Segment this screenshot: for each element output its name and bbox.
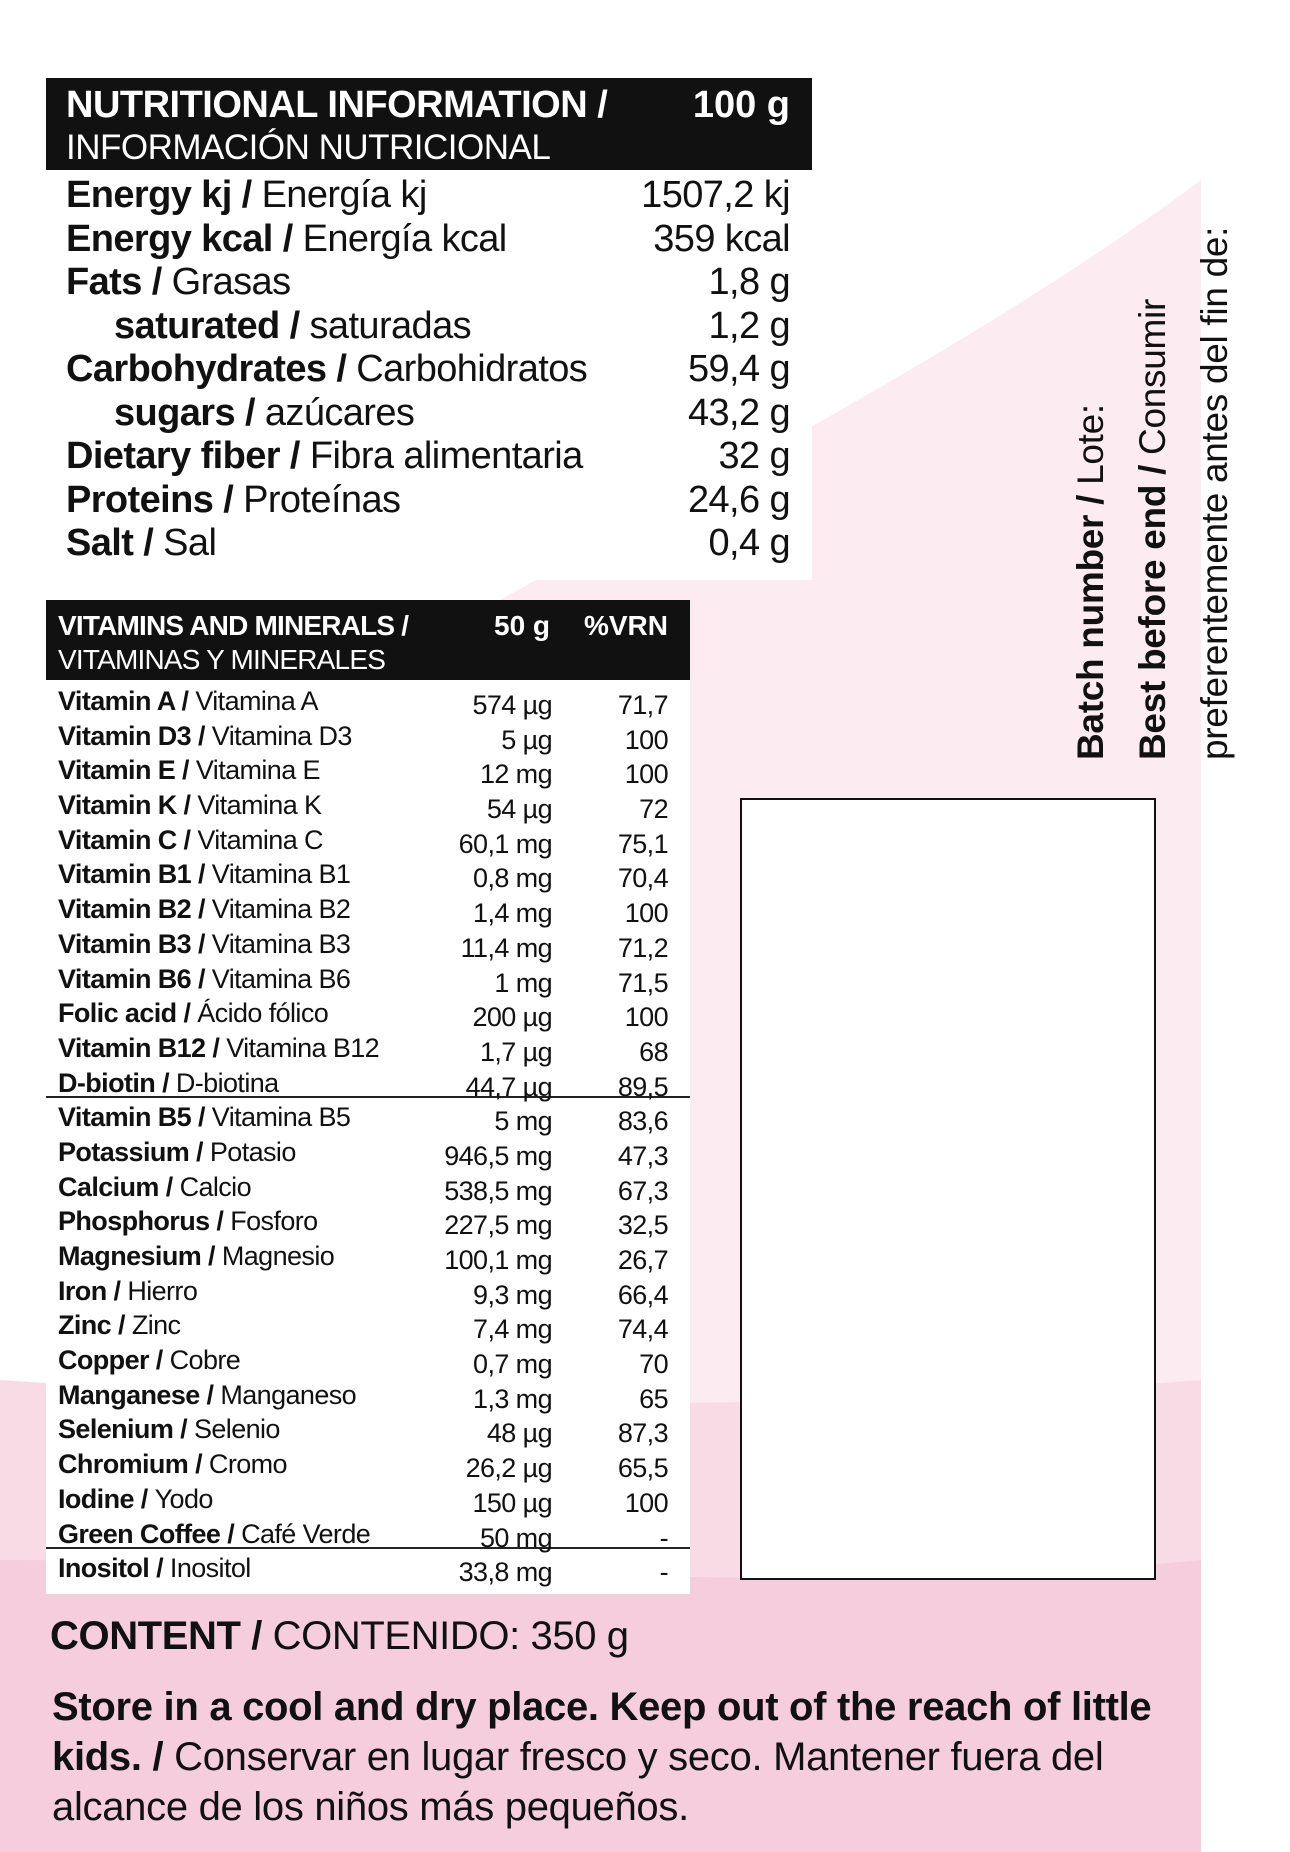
vitamin-row bbox=[46, 1170, 690, 1205]
vitamin-label-en: Vitamin A bbox=[58, 686, 175, 716]
nutrition-label-en: saturated bbox=[114, 304, 280, 347]
nutrition-label-es: Energía kj bbox=[261, 174, 427, 216]
vitamin-label-en: Vitamin K bbox=[58, 790, 177, 821]
nutrition-table bbox=[46, 78, 812, 580]
vitamin-label-en: Vitamin E bbox=[58, 755, 176, 786]
slash-separator: / bbox=[279, 435, 310, 477]
slash-separator: / bbox=[176, 998, 198, 1029]
slash-separator: / bbox=[111, 1310, 132, 1341]
batch-info-text bbox=[1060, 100, 1290, 760]
vitamin-vrn: 67,3 bbox=[617, 1175, 668, 1206]
nutrition-label-es: Proteínas bbox=[243, 478, 401, 521]
vitamin-vrn: 70 bbox=[639, 1349, 668, 1380]
nutrition-value: 43,2 g bbox=[687, 391, 790, 434]
vitamin-row bbox=[46, 823, 690, 858]
vitamin-row bbox=[46, 788, 690, 823]
batch-label-es: Lote: bbox=[1070, 404, 1111, 485]
slash-separator: / bbox=[176, 790, 198, 821]
vitamin-amount: 7,4 mg bbox=[473, 1314, 552, 1345]
nutrition-label-es: saturadas bbox=[309, 304, 472, 347]
vitamin-row bbox=[46, 1447, 690, 1482]
storage-es: Conservar en lugar fresco y seco. Mantener fuera del alcance de los niños más pequeños. bbox=[52, 1735, 1104, 1829]
storage-instructions bbox=[52, 1682, 1162, 1832]
vitamin-label-en: Potassium bbox=[58, 1136, 190, 1167]
vitamin-amount: 1 mg bbox=[494, 967, 552, 998]
slash-separator: / bbox=[209, 1206, 231, 1237]
nutrition-label-en: sugars bbox=[114, 391, 236, 434]
slash-separator: / bbox=[201, 1241, 222, 1271]
vitamin-label-en: Green Coffee bbox=[58, 1518, 221, 1549]
nutrition-label-en: Energy kj bbox=[66, 174, 232, 216]
vitamin-row bbox=[46, 753, 690, 788]
vitamin-row-label bbox=[58, 1414, 280, 1445]
batch-stamp-box bbox=[740, 798, 1156, 1580]
nutrition-unit: 100 g bbox=[692, 84, 790, 126]
vitamin-label-en: D-biotin bbox=[58, 1067, 156, 1098]
vitamin-label-es: Calcio bbox=[179, 1171, 251, 1202]
vitamin-row bbox=[46, 1378, 690, 1413]
vitamin-amount: 0,8 mg bbox=[473, 863, 552, 894]
best-before-line bbox=[1122, 100, 1184, 760]
vitamin-vrn: 65,5 bbox=[617, 1453, 668, 1484]
vitamin-row bbox=[46, 1517, 690, 1552]
nutrition-label-en: Energy kcal bbox=[66, 217, 273, 260]
nutrition-header bbox=[46, 78, 812, 170]
vitamin-vrn: 100 bbox=[624, 724, 668, 755]
vitamin-amount: 227,5 mg bbox=[444, 1210, 552, 1241]
vitamin-vrn: - bbox=[659, 1522, 668, 1553]
vitamins-rows bbox=[46, 680, 690, 1594]
nutrition-row-label bbox=[66, 218, 507, 261]
vitamin-row bbox=[46, 927, 690, 962]
vitamin-label-en: Chromium bbox=[58, 1449, 189, 1480]
slash-separator: / bbox=[231, 174, 262, 216]
vitamins-table bbox=[46, 600, 690, 1594]
vitamin-row-label bbox=[58, 1068, 279, 1099]
vitamin-row bbox=[46, 1482, 690, 1517]
nutrition-row-label bbox=[66, 435, 583, 478]
slash-separator: / bbox=[175, 755, 196, 786]
vitamin-label-en: Vitamin B2 bbox=[58, 894, 192, 925]
vitamin-label-es: Magnesio bbox=[221, 1241, 335, 1271]
slash-separator: / bbox=[272, 217, 303, 260]
vitamin-vrn: 83,6 bbox=[617, 1106, 668, 1137]
vitamin-row-label bbox=[58, 1310, 180, 1341]
vitamin-label-es: Manganeso bbox=[220, 1379, 357, 1410]
vitamin-vrn: 100 bbox=[624, 898, 668, 929]
nutrition-row-label bbox=[66, 174, 427, 217]
vitamin-row bbox=[46, 1551, 690, 1586]
vitamin-label-en: Vitamin D3 bbox=[58, 720, 192, 751]
slash-separator: / bbox=[188, 1449, 209, 1480]
vitamin-label-es: Vitamina B12 bbox=[226, 1032, 380, 1063]
slash-separator: / bbox=[191, 1102, 212, 1133]
slash-separator: / bbox=[191, 894, 212, 925]
content-line bbox=[50, 1614, 629, 1659]
vitamin-vrn: - bbox=[659, 1557, 668, 1588]
vitamin-row-label bbox=[58, 894, 350, 925]
nutrition-label-es: azúcares bbox=[264, 391, 415, 434]
vitamin-amount: 48 µg bbox=[486, 1418, 552, 1449]
vitamin-row-label bbox=[58, 1137, 296, 1168]
vitamin-label-es: Vitamina B1 bbox=[211, 859, 351, 890]
slash-separator: / bbox=[235, 391, 265, 434]
nutrition-row bbox=[46, 479, 812, 523]
vitamin-vrn: 100 bbox=[624, 759, 668, 790]
vitamin-label-es: Cobre bbox=[169, 1345, 241, 1376]
nutrition-label-es: Energía kcal bbox=[302, 217, 507, 260]
vitamin-vrn: 71,7 bbox=[617, 690, 668, 720]
vitamin-label-en: Manganese bbox=[58, 1379, 200, 1410]
vitamin-row-label bbox=[58, 998, 328, 1029]
slash-separator: / bbox=[133, 522, 164, 564]
vitamin-row bbox=[46, 962, 690, 997]
nutrition-label-en: Proteins bbox=[66, 478, 214, 521]
vitamin-amount: 54 µg bbox=[486, 794, 552, 825]
nutrition-title-en: NUTRITIONAL INFORMATION / bbox=[66, 84, 608, 126]
vitamin-vrn: 32,5 bbox=[617, 1210, 668, 1241]
nutrition-row bbox=[46, 522, 812, 566]
nutrition-value: 0,4 g bbox=[708, 522, 790, 564]
best-before-label-es-2: preferentemente antes del fin de: bbox=[1194, 226, 1235, 760]
slash-separator: / bbox=[205, 1032, 227, 1063]
vitamin-label-es: Yodo bbox=[154, 1483, 213, 1514]
vitamin-amount: 26,2 µg bbox=[465, 1453, 552, 1484]
vitamin-vrn: 74,4 bbox=[617, 1314, 668, 1345]
slash-separator: / bbox=[189, 1136, 210, 1167]
slash-separator: / bbox=[279, 304, 310, 347]
best-before-label-es: Consumir bbox=[1132, 299, 1173, 455]
vitamin-label-es: Fosforo bbox=[230, 1206, 318, 1237]
vitamin-vrn: 75,1 bbox=[617, 828, 668, 859]
vitamin-row bbox=[46, 719, 690, 754]
vitamin-row-label bbox=[58, 964, 350, 995]
best-before-line-2 bbox=[1184, 100, 1246, 760]
nutrition-row-label bbox=[66, 522, 216, 565]
nutrition-rows bbox=[46, 170, 812, 580]
vitamin-label-en: Iodine bbox=[58, 1483, 134, 1514]
vitamin-row-label bbox=[58, 1241, 334, 1272]
vitamin-label-es: Zinc bbox=[131, 1310, 181, 1341]
vitamin-amount: 60,1 mg bbox=[458, 828, 552, 859]
vitamin-label-es: Hierro bbox=[127, 1275, 198, 1306]
vitamin-row bbox=[46, 1135, 690, 1170]
vitamin-row-label bbox=[58, 1033, 379, 1064]
vitamin-row-label bbox=[58, 1380, 356, 1411]
nutrition-label-en: Fats bbox=[66, 261, 142, 303]
vitamin-label-es: Vitamina B6 bbox=[211, 963, 351, 994]
vitamin-label-en: Copper bbox=[58, 1345, 149, 1376]
nutrition-value: 59,4 g bbox=[687, 348, 790, 390]
vitamin-amount: 946,5 mg bbox=[444, 1140, 552, 1171]
vitamin-row-label bbox=[58, 721, 352, 752]
vitamins-header bbox=[46, 600, 690, 680]
vitamin-row-label bbox=[58, 755, 320, 786]
vitamin-label-es: D-biotina bbox=[175, 1067, 279, 1098]
nutrition-label-en: Dietary fiber bbox=[66, 435, 280, 477]
vitamin-vrn: 26,7 bbox=[617, 1245, 668, 1275]
vitamin-amount: 11,4 mg bbox=[460, 932, 552, 963]
vitamin-vrn: 87,3 bbox=[617, 1418, 668, 1449]
slash-separator: / bbox=[149, 1553, 170, 1584]
vitamin-row-label bbox=[58, 859, 350, 890]
vitamin-vrn: 72 bbox=[639, 794, 668, 825]
vitamin-label-es: Vitamina B5 bbox=[211, 1102, 351, 1133]
nutrition-row bbox=[46, 392, 812, 436]
vitamin-amount: 0,7 mg bbox=[473, 1349, 552, 1380]
vitamin-vrn: 70,4 bbox=[617, 863, 668, 894]
nutrition-value: 24,6 g bbox=[687, 478, 790, 521]
vitamin-row-label bbox=[58, 1484, 213, 1515]
slash-separator: / bbox=[199, 1379, 221, 1410]
vitamin-label-en: Calcium bbox=[58, 1171, 159, 1202]
vitamin-label-es: Cromo bbox=[208, 1449, 287, 1480]
vitamin-label-es: Ácido fólico bbox=[197, 998, 329, 1029]
vitamin-label-en: Iron bbox=[58, 1275, 107, 1306]
vitamins-unit: 50 g bbox=[494, 610, 551, 641]
vitamin-vrn: 71,5 bbox=[617, 967, 668, 998]
nutrition-row-label bbox=[66, 348, 587, 391]
vitamin-row-label bbox=[58, 825, 323, 856]
nutrition-label-es: Fibra alimentaria bbox=[309, 435, 583, 477]
vitamin-label-es: Selenio bbox=[193, 1414, 280, 1445]
slash-separator: / bbox=[106, 1275, 128, 1306]
slash-separator: / bbox=[155, 1067, 176, 1098]
slash-separator: / bbox=[213, 478, 244, 521]
best-before-label-en: Best before end / bbox=[1132, 464, 1173, 760]
vitamin-amount: 44,7 µg bbox=[465, 1071, 552, 1102]
slash-separator: / bbox=[173, 1414, 194, 1445]
nutrition-label-en: Salt bbox=[66, 522, 134, 564]
vitamin-label-en: Vitamin B6 bbox=[58, 963, 192, 994]
vitamin-label-es: Inositol bbox=[169, 1553, 251, 1584]
vitamin-row bbox=[46, 1066, 690, 1101]
vitamin-label-en: Vitamin B1 bbox=[58, 859, 192, 890]
vitamin-row-label bbox=[58, 790, 321, 821]
nutrition-value: 359 kcal bbox=[653, 217, 790, 260]
slash-separator: / bbox=[326, 348, 357, 390]
nutrition-row bbox=[46, 174, 812, 218]
vitamin-label-en: Folic acid bbox=[58, 998, 177, 1029]
vitamin-amount: 1,4 mg bbox=[473, 898, 552, 929]
vitamins-title-es: VITAMINAS Y MINERALES bbox=[58, 644, 386, 675]
vitamin-vrn: 71,2 bbox=[617, 932, 668, 963]
vitamin-label-en: Zinc bbox=[58, 1310, 112, 1341]
slash-separator: / bbox=[220, 1518, 242, 1549]
vitamin-label-en: Magnesium bbox=[58, 1241, 202, 1271]
nutrition-value: 1,2 g bbox=[708, 304, 790, 347]
batch-label-en: Batch number / bbox=[1070, 494, 1111, 760]
slash-separator: / bbox=[174, 686, 196, 716]
nutrition-label-es: Carbohidratos bbox=[356, 348, 588, 390]
vitamin-row-label bbox=[58, 1102, 350, 1133]
vitamin-amount: 1,7 µg bbox=[479, 1036, 552, 1067]
nutrition-row-label bbox=[66, 261, 291, 304]
nutrition-value: 32 g bbox=[718, 435, 790, 477]
slash-separator: / bbox=[133, 1483, 155, 1514]
nutrition-row bbox=[46, 435, 812, 479]
vitamin-amount: 33,8 mg bbox=[458, 1557, 552, 1588]
slash-separator: / bbox=[191, 928, 212, 959]
nutrition-value: 1507,2 kj bbox=[641, 174, 790, 216]
vitamin-row bbox=[46, 1100, 690, 1135]
vitamin-label-es: Vitamina C bbox=[197, 824, 323, 855]
vitamin-amount: 538,5 mg bbox=[444, 1175, 552, 1206]
vitamin-vrn: 65 bbox=[639, 1383, 668, 1414]
vitamin-row-label bbox=[58, 1553, 251, 1584]
vitamin-label-es: Vitamina B2 bbox=[211, 894, 351, 925]
vitamin-vrn: 68 bbox=[639, 1036, 668, 1067]
vitamin-row bbox=[46, 857, 690, 892]
vitamin-amount: 12 mg bbox=[479, 759, 552, 790]
nutrition-row-label bbox=[66, 479, 400, 522]
nutrition-row bbox=[46, 348, 812, 392]
slash-separator: / bbox=[191, 963, 212, 994]
vitamin-label-en: Inositol bbox=[58, 1553, 150, 1584]
vitamins-vrn-header: %VRN bbox=[583, 610, 668, 641]
nutrition-value: 1,8 g bbox=[708, 261, 790, 303]
vitamin-row-label bbox=[58, 1519, 370, 1550]
vitamins-title-en: VITAMINS AND MINERALS / bbox=[58, 610, 409, 641]
vitamin-amount: 50 mg bbox=[479, 1522, 552, 1553]
vitamin-amount: 9,3 mg bbox=[473, 1279, 552, 1310]
vitamin-row bbox=[46, 1412, 690, 1447]
vitamin-label-es: Vitamina A bbox=[195, 686, 318, 716]
vitamin-row-label bbox=[58, 929, 350, 960]
vitamin-row bbox=[46, 684, 690, 719]
vitamin-label-es: Vitamina E bbox=[195, 755, 320, 786]
nutrition-row bbox=[46, 261, 812, 305]
content-label-es: CONTENIDO: bbox=[272, 1614, 520, 1658]
slash-separator: / bbox=[176, 824, 198, 855]
vitamin-label-es: Potasio bbox=[209, 1136, 296, 1167]
vitamin-amount: 5 mg bbox=[494, 1106, 552, 1137]
vitamin-row-label bbox=[58, 1345, 240, 1376]
vitamin-amount: 100,1 mg bbox=[444, 1245, 552, 1275]
vitamin-row bbox=[46, 996, 690, 1031]
vitamin-label-en: Vitamin B12 bbox=[58, 1032, 206, 1063]
nutrition-row bbox=[46, 305, 812, 349]
nutrition-row bbox=[46, 218, 812, 262]
vitamin-row-label bbox=[58, 686, 318, 717]
slash-separator: / bbox=[191, 720, 212, 751]
vitamin-row bbox=[46, 1274, 690, 1309]
nutrition-title-es: INFORMACIÓN NUTRICIONAL bbox=[66, 128, 551, 167]
vitamin-row-label bbox=[58, 1449, 287, 1480]
vitamin-vrn: 47,3 bbox=[617, 1140, 668, 1171]
vitamin-row bbox=[46, 1343, 690, 1378]
slash-separator: / bbox=[191, 859, 212, 890]
slash-separator: / bbox=[148, 1345, 170, 1376]
vitamin-label-en: Phosphorus bbox=[58, 1206, 210, 1237]
nutrition-row-label bbox=[114, 305, 471, 348]
vitamin-label-en: Vitamin B3 bbox=[58, 928, 192, 959]
nutrition-row-label bbox=[114, 392, 414, 435]
vitamin-row-label bbox=[58, 1206, 318, 1237]
vitamin-label-es: Vitamina D3 bbox=[211, 720, 352, 751]
vitamin-vrn: 100 bbox=[624, 1002, 668, 1033]
vitamin-label-en: Vitamin C bbox=[58, 824, 177, 855]
storage-en: Store in a cool and dry place. Keep out of the reach of little kids. / bbox=[52, 1685, 1152, 1779]
vitamin-label-en: Vitamin B5 bbox=[58, 1102, 192, 1133]
slash-separator: / bbox=[141, 261, 172, 303]
vitamin-amount: 1,3 mg bbox=[473, 1383, 552, 1414]
vitamin-amount: 150 µg bbox=[472, 1487, 552, 1518]
vitamin-row-label bbox=[58, 1276, 197, 1307]
vitamin-vrn: 100 bbox=[624, 1487, 668, 1518]
vitamin-row bbox=[46, 1204, 690, 1239]
vitamin-row bbox=[46, 1031, 690, 1066]
batch-number-line bbox=[1060, 100, 1122, 760]
nutrition-label-es: Sal bbox=[163, 522, 217, 564]
vitamin-amount: 5 µg bbox=[501, 724, 552, 755]
vitamin-row bbox=[46, 1239, 690, 1274]
vitamin-label-es: Café Verde bbox=[241, 1518, 371, 1549]
vitamin-row bbox=[46, 1308, 690, 1343]
content-value: 350 g bbox=[530, 1614, 629, 1658]
vitamin-vrn: 89,5 bbox=[617, 1071, 668, 1102]
content-label-en: CONTENT / bbox=[50, 1614, 262, 1658]
vitamin-label-en: Selenium bbox=[58, 1414, 174, 1445]
slash-separator: / bbox=[158, 1171, 180, 1202]
nutrition-label-es: Grasas bbox=[171, 261, 291, 303]
vitamin-row-label bbox=[58, 1172, 251, 1203]
vitamin-label-es: Vitamina K bbox=[197, 790, 322, 821]
nutrition-label-en: Carbohydrates bbox=[66, 348, 327, 390]
vitamin-amount: 574 µg bbox=[472, 690, 552, 720]
vitamin-vrn: 66,4 bbox=[617, 1279, 668, 1310]
vitamin-label-es: Vitamina B3 bbox=[211, 928, 351, 959]
vitamin-row bbox=[46, 892, 690, 927]
vitamin-amount: 200 µg bbox=[472, 1002, 552, 1033]
